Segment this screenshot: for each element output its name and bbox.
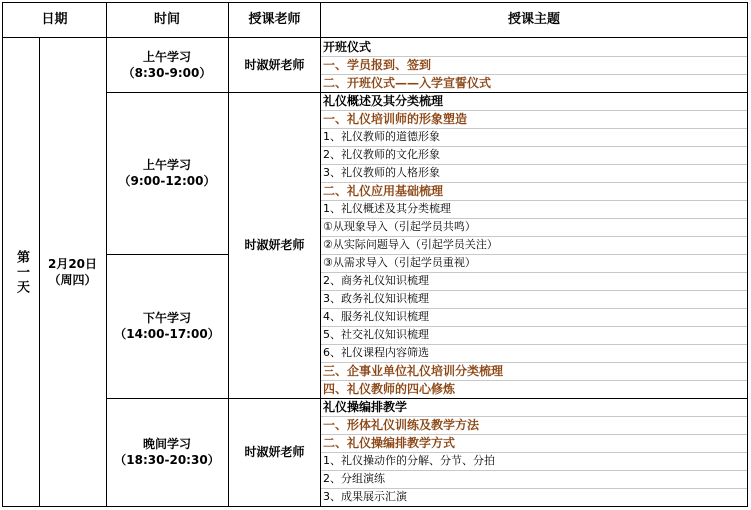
topic-row-divider [321,56,747,57]
topic-row: 3、礼仪教师的人格形象 [323,166,440,179]
topic-row-divider [321,182,747,183]
border-teacher-topic [320,2,321,507]
topic-row: 3、政务礼仪知识梳理 [323,292,429,305]
topic-row-divider [321,146,747,147]
topic-row-divider [321,344,747,345]
topic-row-divider [321,290,747,291]
topic-row: 二、开班仪式——入学宣誓仪式 [323,76,492,90]
border-day-date [39,38,40,507]
topic-row-divider [321,434,747,435]
topic-row-divider [321,326,747,327]
topic-row-divider [321,254,747,255]
topic-row: 3、成果展示汇演 [323,490,407,503]
topic-row-divider [321,416,747,417]
header-teacher: 授课老师 [248,12,301,27]
border-top [2,2,748,3]
topic-row: 1、礼仪教师的道德形象 [323,130,440,143]
border-bottom [2,506,748,507]
session-morning-1 [106,38,228,92]
topic-row: 一、形体礼仪训练及教学方法 [323,418,480,432]
topic-row-divider [321,218,747,219]
teacher-cell-1: 时淑妍老师 [244,58,305,72]
session-name: 下午学习 [142,311,191,325]
topic-row: 四、礼仪教师的四心修炼 [323,382,456,396]
border-session-3 [106,398,748,399]
topic-row: ③从需求导入（引起学员重视） [323,256,476,269]
topic-row: 6、礼仪课程内容筛选 [323,346,429,359]
topic-row-divider [321,452,747,453]
session-time: （14:00-17:00） [114,327,220,341]
session-name: 上午学习 [142,50,191,64]
topic-row: 开班仪式 [323,40,372,54]
topic-row: 1、礼仪操动作的分解、分节、分拍 [323,454,495,467]
day-date [39,38,106,506]
topic-row-divider [321,380,747,381]
topic-row-divider [321,128,747,129]
topic-row-divider [321,74,747,75]
topic-row-divider [321,470,747,471]
topic-row: 一、学员报到、签到 [323,58,432,72]
topic-row: 二、礼仪应用基础梳理 [323,184,444,198]
session-name: 上午学习 [142,158,191,172]
topic-row: 一、礼仪培训师的形象塑造 [323,112,468,126]
day-label-text: 第一天 [14,249,29,295]
day-weekday-text: （周四） [48,273,97,287]
topic-row-divider [321,110,747,111]
topic-row: 5、社交礼仪知识梳理 [323,328,429,341]
topic-row: 1、礼仪概述及其分类梳理 [323,202,451,215]
topic-row-divider [321,200,747,201]
header-date: 日期 [41,12,68,27]
topic-row-divider [321,308,747,309]
topic-row-divider [321,236,747,237]
day-label [3,38,39,506]
topic-row: 礼仪操编排教学 [323,400,408,414]
border-header-bottom [2,37,748,38]
header-time: 时间 [153,12,180,27]
topic-row-divider [321,272,747,273]
header-topic: 授课主题 [507,12,560,27]
session-afternoon [106,254,228,398]
session-time: （18:30-20:30） [114,453,220,467]
topic-row-divider [321,488,747,489]
session-evening [106,398,228,506]
topic-row: 2、分组演练 [323,472,385,485]
topic-row: 4、服务礼仪知识梳理 [323,310,429,323]
border-time-teacher [228,2,229,507]
session-time: （9:00-12:00） [118,174,216,188]
topic-row: 2、商务礼仪知识梳理 [323,274,429,287]
border-left [2,2,3,507]
topic-row-divider [321,164,747,165]
teacher-cell-3: 时淑妍老师 [244,445,305,459]
session-name: 晚间学习 [142,437,191,451]
border-right [747,2,748,507]
topic-row: ①从现象导入（引起学员共鸣） [323,220,476,233]
topic-row: 2、礼仪教师的文化形象 [323,148,440,161]
topic-row: ②从实际问题导入（引起学员关注） [323,238,498,251]
topic-row: 三、企事业单位礼仪培训分类梳理 [323,364,504,378]
topic-row-divider [321,362,747,363]
border-session-2 [106,254,228,255]
topic-row: 二、礼仪操编排教学方式 [323,436,456,450]
session-morning-2 [106,92,228,254]
border-session-1 [106,92,748,93]
teacher-cell-2: 时淑妍老师 [244,238,305,252]
topic-row: 礼仪概述及其分类梳理 [323,94,444,108]
day-date-text: 2月20日 [47,257,98,271]
session-time: （8:30-9:00） [122,66,212,80]
